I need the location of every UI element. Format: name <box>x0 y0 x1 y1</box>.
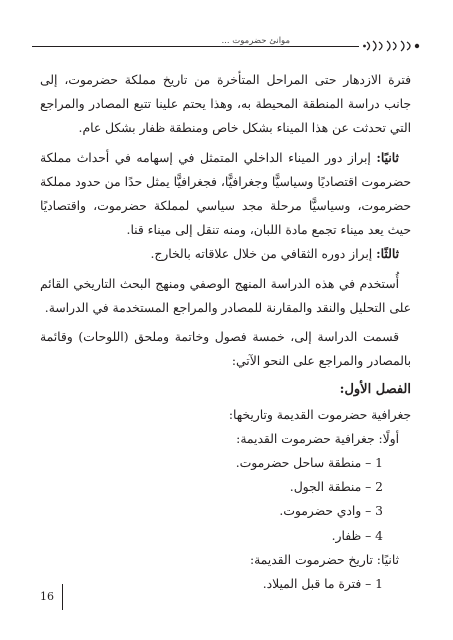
paragraph-3-label: ثالثًا: <box>376 246 399 262</box>
paragraph-1: فترة الازدهار حتى المراحل المتأخرة من تاريخ مملكة حضرموت، إلى جانب دراسة المنطقة المحيطة به، وهذا يحتم علينا تتبع المصادر والمراجع التي تحدثت عن هذا الميناء بشكل خاص ومنطقة ظفار بشكل عام. <box>40 73 411 136</box>
paragraph-3-text: إبراز دوره الثقافي من خلال علاقاته بالخارج. <box>150 247 373 262</box>
page-body <box>40 68 411 596</box>
section-heading-2: ثانيًا: تاريخ حضرموت القديمة: <box>249 552 399 567</box>
running-title: موانئ حضرموت ... <box>218 36 293 46</box>
list-item: 1 – منطقة ساحل حضرموت. <box>235 456 383 471</box>
page-number: 16 <box>40 590 54 603</box>
header-rule <box>32 46 359 47</box>
ornament-icon <box>363 38 421 54</box>
chapter-heading: الفصل الأول: <box>339 382 411 398</box>
paragraph-4: أُستخدم في هذه الدراسة المنهج الوصفي ومنهج البحث التاريخي القائم على التحليل والنقد والمقارنة للمصادر والمراجع المستخدمة في الدراسة. <box>40 276 411 315</box>
chapter-title: جغرافية حضرموت القديمة وتاريخها: <box>228 407 411 422</box>
paragraph-3 <box>40 242 411 266</box>
paragraph-2-label: ثانيًا: <box>376 149 399 165</box>
section-heading-1: أولًا: جغرافية حضرموت القديمة: <box>236 431 399 446</box>
list-item: 2 – منطقة الجول. <box>289 480 383 495</box>
page-header <box>32 36 421 56</box>
list-item: 4 – ظفار. <box>331 528 383 543</box>
paragraph-2 <box>40 146 411 243</box>
list-item: 1 – فترة ما قبل الميلاد. <box>262 577 383 592</box>
paragraph-2-text: إبراز دور الميناء الداخلي المتمثل في إسهامه في أحداث مملكة حضرموت اقتصاديًا وسياسيًّا وجغرافيًّا، فجغرافيًّا يمثل حدًا من حدود مملكة حضرموت، وسياسيًّا مرحلة مجد سياسي لمملكة حضرموت، واقتصاديًا حيث يعد ميناء تجمع مادة اللبان، ومنه تنقل إلى ميناء قنا. <box>40 150 411 238</box>
paragraph-5: قسمت الدراسة إلى، خمسة فصول وخاتمة وملحق (اللوحات) وقائمة بالمصادر والمراجع على النحو الآتي: <box>40 330 411 369</box>
footer-rule <box>62 584 63 610</box>
list-item: 3 – وادي حضرموت. <box>279 504 383 519</box>
